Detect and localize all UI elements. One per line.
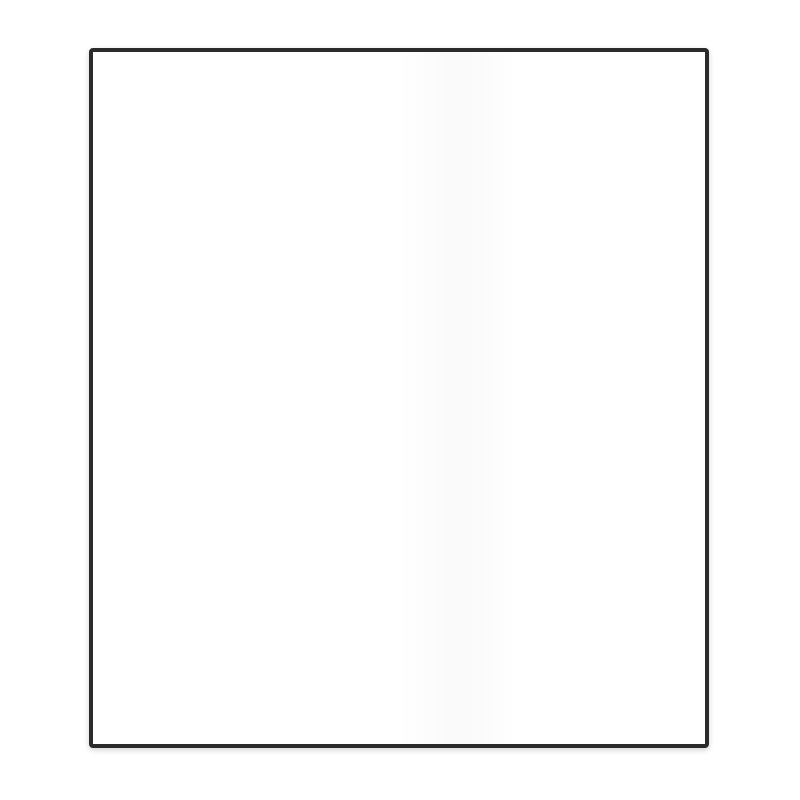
page-fold-shading (398, 52, 518, 744)
calendar-page (89, 48, 709, 748)
